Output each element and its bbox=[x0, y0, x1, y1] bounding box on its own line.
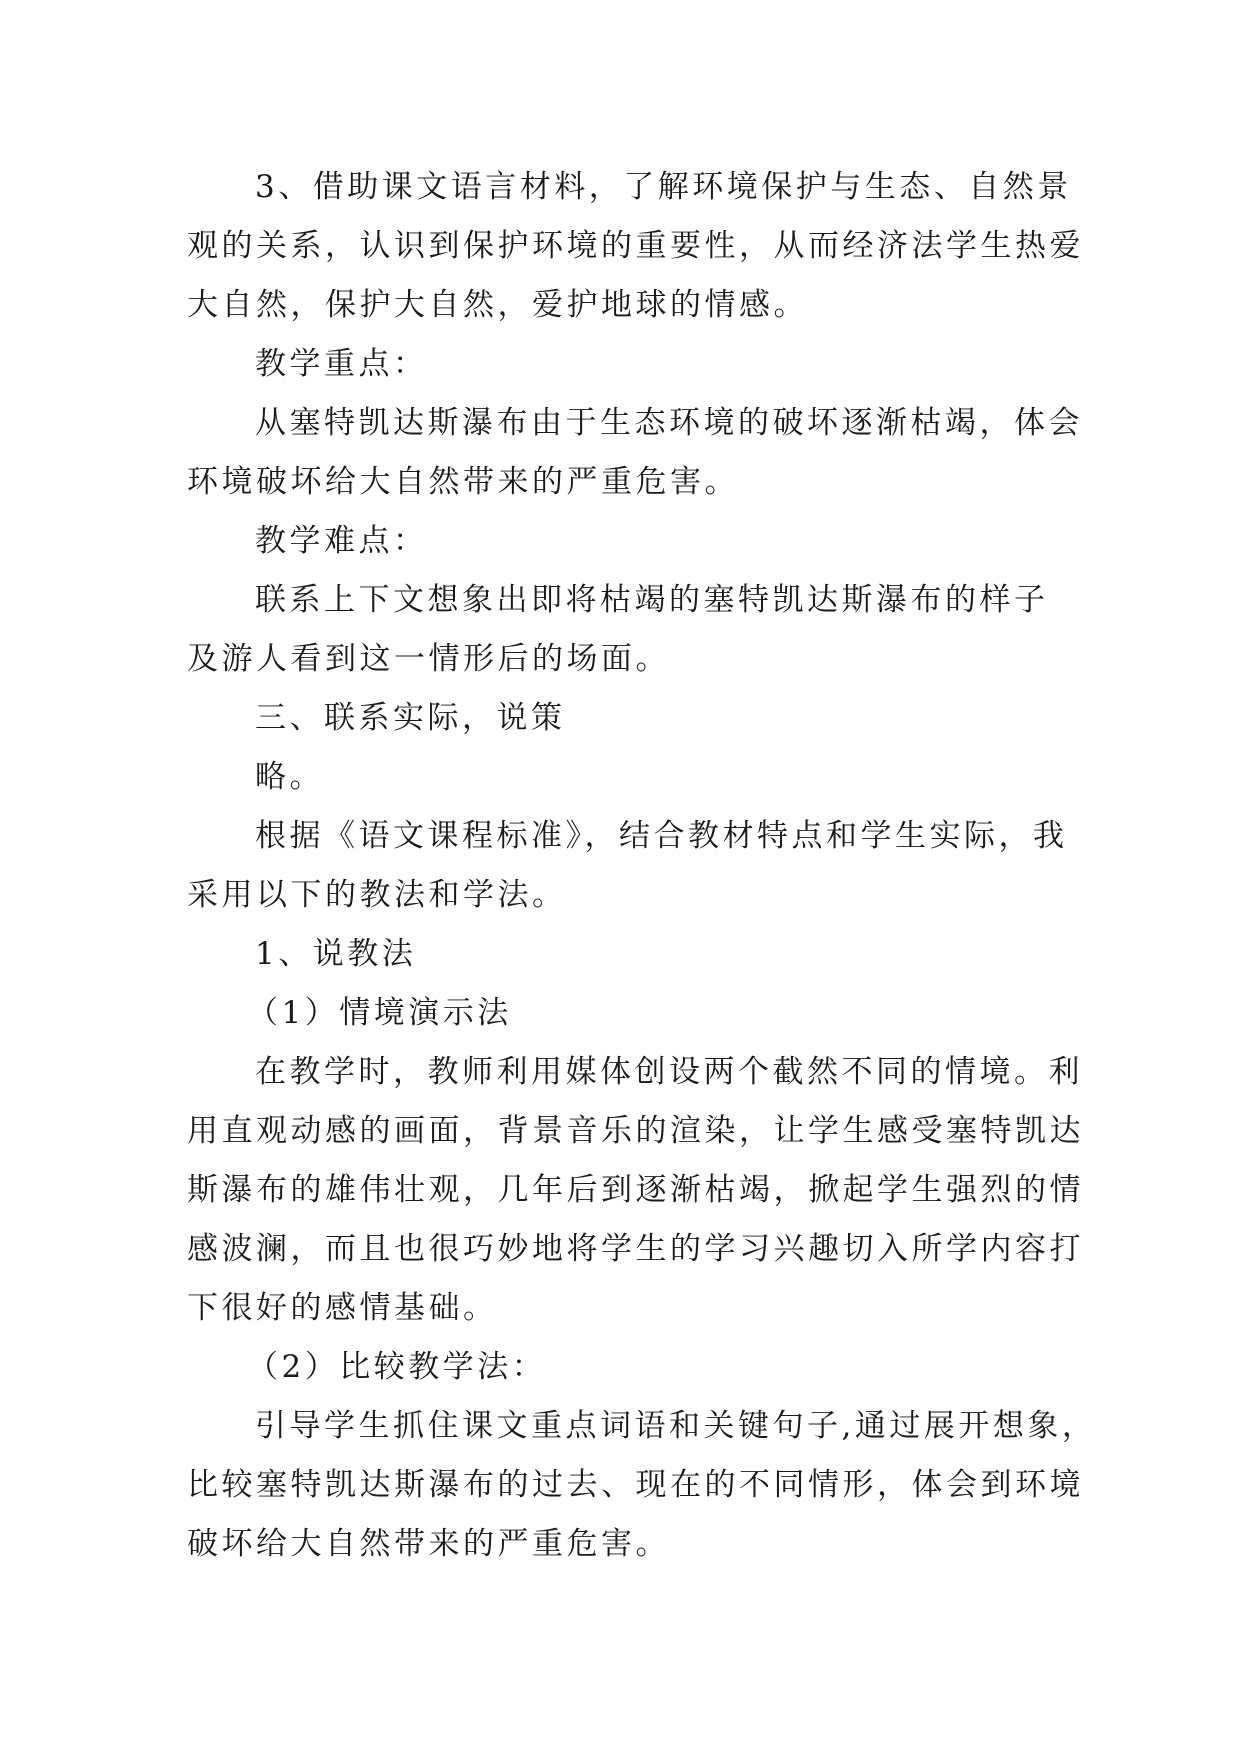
document-body bbox=[187, 158, 1097, 1574]
paragraph-line: 下很好的感情基础。 bbox=[187, 1290, 498, 1326]
paragraph-line: 破坏给大自然带来的严重危害。 bbox=[187, 1526, 670, 1562]
paragraph-line: 引导学生抓住课文重点词语和关键句子,通过展开想象， bbox=[255, 1408, 1097, 1444]
paragraph-line: 感波澜，而且也很巧妙地将学生的学习兴趣切入所学内容打 bbox=[187, 1231, 1084, 1267]
paragraph-line: 在教学时，教师利用媒体创设两个截然不同的情境。利 bbox=[255, 1054, 1083, 1090]
paragraph-line: 用直观动感的画面，背景音乐的渲染，让学生感受塞特凯达 bbox=[187, 1113, 1084, 1149]
paragraph-line: 环境破坏给大自然带来的严重危害。 bbox=[187, 464, 739, 500]
paragraph-line: 采用以下的教法和学法。 bbox=[187, 877, 567, 913]
subsection-heading: （1）情境演示法 bbox=[247, 995, 512, 1031]
section-heading: 教学难点： bbox=[255, 523, 428, 559]
paragraph-line: 略。 bbox=[255, 759, 324, 795]
paragraph-line: 根据《语文课程标准》，结合教材特点和学生实际，我 bbox=[255, 818, 1068, 854]
paragraph-line: 联系上下文想象出即将枯竭的塞特凯达斯瀑布的样子 bbox=[255, 582, 1049, 618]
paragraph-line: 3、借助课文语言材料，了解环境保护与生态、自然景 bbox=[255, 169, 1072, 205]
section-heading: 教学重点： bbox=[255, 346, 428, 382]
paragraph-line: 观的关系，认识到保护环境的重要性，从而经济法学生热爱 bbox=[187, 228, 1084, 264]
subsection-heading: （2）比较教学法： bbox=[247, 1349, 547, 1385]
paragraph-line: 斯瀑布的雄伟壮观，几年后到逐渐枯竭，掀起学生强烈的情 bbox=[187, 1172, 1084, 1208]
section-heading: 1、说教法 bbox=[255, 936, 417, 972]
paragraph-line: 从塞特凯达斯瀑布由于生态环境的破坏逐渐枯竭，体会 bbox=[255, 405, 1083, 441]
paragraph-line: 大自然，保护大自然，爱护地球的情感。 bbox=[187, 287, 808, 323]
paragraph-line: 及游人看到这一情形后的场面。 bbox=[187, 641, 670, 677]
paragraph-line: 比较塞特凯达斯瀑布的过去、现在的不同情形，体会到环境 bbox=[187, 1467, 1084, 1503]
section-heading: 三、联系实际，说策 bbox=[255, 700, 566, 736]
